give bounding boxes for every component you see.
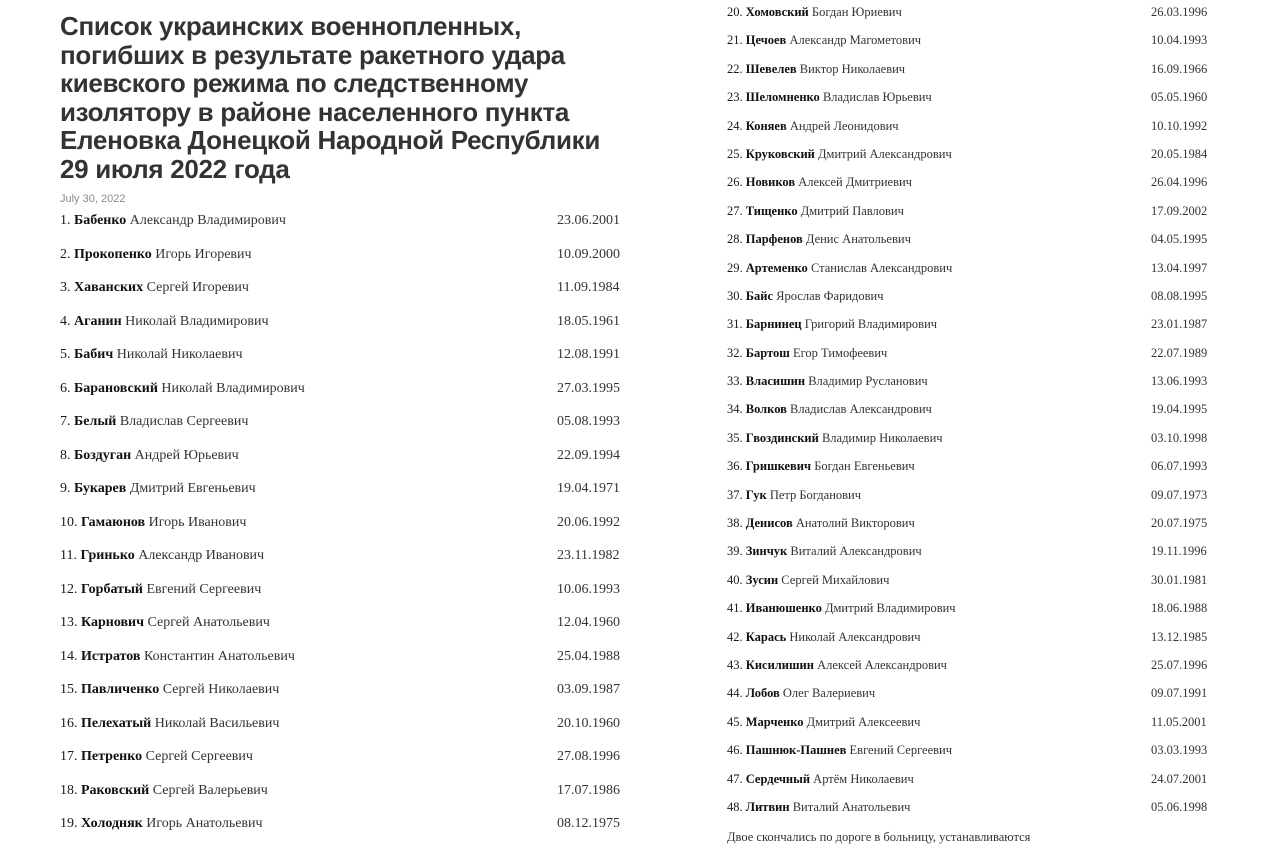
list-item-given-names: Дмитрий Александрович xyxy=(818,146,952,161)
list-item-birth-date: 03.09.1987 xyxy=(557,682,620,697)
list-item-given-names: Виктор Николаевич xyxy=(799,61,906,76)
list-item-number: 12. xyxy=(60,581,78,597)
prisoner-list-left xyxy=(60,213,640,850)
list-item-surname: Гринько xyxy=(80,548,135,563)
list-item-surname: Букарев xyxy=(74,481,127,496)
list-item-given-names: Сергей Михайлович xyxy=(781,572,890,587)
list-item-birth-date: 05.08.1993 xyxy=(557,414,620,429)
list-item-birth-date: 10.06.1993 xyxy=(557,581,620,597)
list-item-surname: Артеменко xyxy=(745,260,808,275)
list-item xyxy=(60,682,640,716)
list-item-given-names: Александр Владимирович xyxy=(129,213,286,228)
list-item-birth-date: 19.04.1995 xyxy=(1151,402,1208,417)
list-item-given-names: Егор Тимофеевич xyxy=(792,345,888,360)
list-item-surname: Иванюшенко xyxy=(745,601,822,616)
list-item xyxy=(727,289,1227,317)
list-item-given-names: Игорь Иванович xyxy=(148,514,247,530)
list-item-given-names: Андрей Леонидович xyxy=(789,118,899,133)
list-item-given-names: Денис Анатольевич xyxy=(805,232,911,247)
list-item-given-names: Александр Иванович xyxy=(138,548,265,563)
list-item-birth-date: 05.06.1998 xyxy=(1151,799,1208,814)
list-item-surname: Марченко xyxy=(745,714,804,729)
list-item xyxy=(727,686,1227,714)
list-item xyxy=(60,247,640,281)
list-item-birth-date: 23.11.1982 xyxy=(557,548,620,563)
list-item-given-names: Константин Анатольевич xyxy=(143,648,295,664)
list-item-number: 30. xyxy=(727,288,743,303)
list-item xyxy=(60,615,640,649)
list-item-birth-date: 08.08.1995 xyxy=(1151,288,1208,303)
list-item xyxy=(60,414,640,448)
list-item-surname: Байс xyxy=(745,288,774,303)
left-column xyxy=(60,12,640,850)
list-item-birth-date: 25.04.1988 xyxy=(557,648,620,664)
list-item-given-names: Ярослав Фаридович xyxy=(776,288,884,303)
list-item-given-names: Сергей Валерьевич xyxy=(152,782,268,798)
list-item-given-names: Сергей Николаевич xyxy=(162,682,280,697)
list-item-birth-date: 10.09.2000 xyxy=(557,246,620,262)
list-item-surname: Парфенов xyxy=(745,232,803,247)
list-item-number: 41. xyxy=(727,601,743,616)
list-item-birth-date: 08.12.1975 xyxy=(557,816,620,831)
list-item-number: 18. xyxy=(60,782,78,798)
list-item-given-names: Виталий Александрович xyxy=(790,544,922,559)
list-item xyxy=(727,374,1227,402)
list-item-birth-date: 20.07.1975 xyxy=(1151,516,1208,531)
list-item-number: 6. xyxy=(60,380,71,396)
list-item-given-names: Виталий Анатольевич xyxy=(792,799,911,814)
list-item-number: 31. xyxy=(727,317,743,332)
list-item-given-names: Алексей Дмитриевич xyxy=(798,175,912,190)
list-item xyxy=(60,783,640,817)
list-item-given-names: Евгений Сергеевич xyxy=(146,581,262,597)
list-item xyxy=(727,261,1227,289)
list-item-given-names: Владимир Николаевич xyxy=(821,430,943,445)
list-item-number: 13. xyxy=(60,615,78,630)
list-item-number: 20. xyxy=(727,5,743,19)
list-item xyxy=(727,601,1227,629)
article-date: July 30, 2022 xyxy=(60,193,126,205)
list-item-birth-date: 03.10.1998 xyxy=(1151,430,1208,445)
list-item-given-names: Владислав Юрьевич xyxy=(822,90,932,105)
list-item xyxy=(727,175,1227,203)
list-item xyxy=(60,314,640,348)
list-item-birth-date: 19.11.1996 xyxy=(1151,544,1207,559)
list-item-surname: Денисов xyxy=(745,516,793,531)
list-item-given-names: Дмитрий Евгеньевич xyxy=(129,481,256,496)
list-item-birth-date: 26.04.1996 xyxy=(1151,175,1208,190)
list-item-number: 37. xyxy=(727,487,743,502)
list-item-surname: Бабич xyxy=(74,347,114,362)
list-item-birth-date: 22.09.1994 xyxy=(557,447,620,463)
list-item-surname: Тищенко xyxy=(745,203,798,218)
list-item-given-names: Владимир Русланович xyxy=(808,374,928,389)
list-item-surname: Бабенко xyxy=(74,213,127,228)
list-item-surname: Гук xyxy=(745,487,767,502)
list-item-surname: Бартош xyxy=(745,345,790,360)
list-item-surname: Истратов xyxy=(81,648,141,664)
list-item-given-names: Сергей Сергеевич xyxy=(145,749,253,764)
list-item-birth-date: 03.03.1993 xyxy=(1151,743,1208,758)
list-item-surname: Гамаюнов xyxy=(81,514,146,530)
list-item xyxy=(727,658,1227,686)
list-item-birth-date: 18.05.1961 xyxy=(557,313,620,329)
list-item-given-names: Игорь Игоревич xyxy=(155,246,252,262)
list-item-surname: Цечоев xyxy=(745,33,787,48)
list-item-birth-date: 16.09.1966 xyxy=(1151,61,1208,76)
list-item-number: 40. xyxy=(727,572,743,587)
list-item-birth-date: 11.05.2001 xyxy=(1151,714,1207,729)
list-item xyxy=(727,772,1227,800)
list-item-number: 24. xyxy=(727,118,743,133)
list-item-number: 23. xyxy=(727,90,743,105)
list-item-surname: Боздуган xyxy=(74,447,132,463)
list-item-number: 22. xyxy=(727,61,743,76)
list-item-birth-date: 20.06.1992 xyxy=(557,514,620,530)
list-item-given-names: Артём Николаевич xyxy=(813,771,914,786)
list-item-number: 2. xyxy=(60,246,71,262)
list-item-given-names: Григорий Владимирович xyxy=(804,317,938,332)
list-item-given-names: Алексей Александрович xyxy=(817,657,947,672)
list-item xyxy=(727,743,1227,771)
list-item-surname: Зинчук xyxy=(745,544,788,559)
list-item-surname: Пашнюк-Пашнев xyxy=(745,743,847,758)
list-item-surname: Карась xyxy=(745,629,787,644)
list-item-surname: Власишин xyxy=(745,374,806,389)
list-item-number: 36. xyxy=(727,459,743,474)
list-item-given-names: Николай Николаевич xyxy=(116,347,243,362)
list-item-number: 28. xyxy=(727,232,743,247)
list-item-number: 46. xyxy=(727,743,743,758)
list-item xyxy=(60,213,640,247)
list-item-birth-date: 30.01.1981 xyxy=(1151,572,1208,587)
list-item-number: 45. xyxy=(727,714,743,729)
list-item-given-names: Николай Васильевич xyxy=(154,715,280,731)
list-item-number: 48. xyxy=(727,799,743,814)
list-item xyxy=(727,204,1227,232)
list-item-given-names: Богдан Юриевич xyxy=(811,5,902,19)
list-item-surname: Карнович xyxy=(81,615,144,630)
list-item xyxy=(727,459,1227,487)
list-item-number: 5. xyxy=(60,347,71,362)
list-item-number: 10. xyxy=(60,514,78,530)
list-item-given-names: Олег Валериевич xyxy=(782,686,876,701)
list-item-number: 14. xyxy=(60,648,78,664)
list-item-birth-date: 05.05.1960 xyxy=(1151,90,1208,105)
list-item-given-names: Дмитрий Павлович xyxy=(800,203,904,218)
list-item-given-names: Александр Магометович xyxy=(789,33,922,48)
list-item xyxy=(727,33,1227,61)
list-item-birth-date: 12.08.1991 xyxy=(557,347,620,362)
list-item xyxy=(727,516,1227,544)
list-item-given-names: Андрей Юрьевич xyxy=(134,447,239,463)
list-item xyxy=(727,5,1227,33)
list-item-number: 19. xyxy=(60,816,78,831)
list-item-birth-date: 22.07.1989 xyxy=(1151,345,1208,360)
list-item-birth-date: 18.06.1988 xyxy=(1151,601,1208,616)
list-item-surname: Белый xyxy=(74,414,117,429)
list-item-given-names: Сергей Игоревич xyxy=(146,280,249,295)
list-item-surname: Аганин xyxy=(74,313,122,329)
list-item-number: 38. xyxy=(727,516,743,531)
prisoner-list-right xyxy=(727,5,1227,828)
list-item-birth-date: 13.06.1993 xyxy=(1151,374,1208,389)
list-item-number: 35. xyxy=(727,430,743,445)
list-item-surname: Горбатый xyxy=(81,581,143,597)
list-item xyxy=(727,573,1227,601)
list-item-number: 34. xyxy=(727,402,743,417)
list-item-number: 32. xyxy=(727,345,743,360)
list-item xyxy=(60,448,640,482)
list-item-number: 11. xyxy=(60,548,77,563)
list-item xyxy=(727,715,1227,743)
list-item xyxy=(60,749,640,783)
list-item-birth-date: 10.10.1992 xyxy=(1151,118,1208,133)
list-item-number: 21. xyxy=(727,33,743,48)
list-item-number: 44. xyxy=(727,686,743,701)
list-item-birth-date: 06.07.1993 xyxy=(1151,459,1208,474)
list-item xyxy=(727,431,1227,459)
list-item-birth-date: 09.07.1991 xyxy=(1151,686,1208,701)
list-item-birth-date: 27.03.1995 xyxy=(557,380,620,396)
list-item-number: 43. xyxy=(727,657,743,672)
list-item xyxy=(727,90,1227,118)
list-item xyxy=(60,481,640,515)
list-item-given-names: Дмитрий Владимирович xyxy=(824,601,956,616)
list-item-number: 1. xyxy=(60,213,71,228)
list-item-birth-date: 19.04.1971 xyxy=(557,481,620,496)
list-item-number: 16. xyxy=(60,715,78,731)
list-item-number: 4. xyxy=(60,313,71,329)
list-item xyxy=(60,515,640,549)
list-item-number: 3. xyxy=(60,280,71,295)
list-item-given-names: Станислав Александрович xyxy=(810,260,953,275)
list-item-surname: Волков xyxy=(745,402,787,417)
list-item-surname: Шеломненко xyxy=(745,90,820,105)
list-item-birth-date: 17.09.2002 xyxy=(1151,203,1208,218)
list-item-surname: Кисилишин xyxy=(745,657,814,672)
list-item xyxy=(60,280,640,314)
list-item-birth-date: 13.04.1997 xyxy=(1151,260,1208,275)
list-item-surname: Коняев xyxy=(745,118,787,133)
list-item-birth-date: 13.12.1985 xyxy=(1151,629,1208,644)
list-item xyxy=(60,381,640,415)
list-item xyxy=(727,488,1227,516)
list-item-birth-date: 23.01.1987 xyxy=(1151,317,1208,332)
list-item-given-names: Сергей Анатольевич xyxy=(147,615,270,630)
list-item-surname: Зусин xyxy=(745,572,779,587)
list-item-surname: Шевелев xyxy=(745,61,797,76)
list-item-given-names: Николай Владимирович xyxy=(125,313,269,329)
list-item xyxy=(727,346,1227,374)
list-item-number: 39. xyxy=(727,544,743,559)
list-item xyxy=(727,544,1227,572)
list-item-surname: Раковский xyxy=(81,782,150,798)
list-item-given-names: Петр Богданович xyxy=(769,487,862,502)
list-item-given-names: Николай Владимирович xyxy=(161,380,305,396)
list-item-given-names: Владислав Сергеевич xyxy=(119,414,249,429)
article-title: Список украинских военнопленных, погибших в результате ракетного удара киевского режима по следственному изолятору в районе населенного пункта Еленовка Донецкой Народной Республики 29 июля 2022 года xyxy=(60,11,601,184)
list-item-birth-date: 23.06.2001 xyxy=(557,213,620,228)
list-item-surname: Холодняк xyxy=(81,816,143,831)
list-item-number: 25. xyxy=(727,146,743,161)
list-item-number: 42. xyxy=(727,629,743,644)
list-item-surname: Круковский xyxy=(745,146,815,161)
list-item xyxy=(727,317,1227,345)
footnote: Двое скончались по дороге в больницу, устанавливаются xyxy=(727,830,1031,845)
list-item-birth-date: 20.05.1984 xyxy=(1151,146,1208,161)
list-item-surname: Петренко xyxy=(81,749,143,764)
list-item-given-names: Евгений Сергеевич xyxy=(849,743,953,758)
list-item-birth-date: 24.07.2001 xyxy=(1151,771,1208,786)
list-item-birth-date: 25.07.1996 xyxy=(1151,657,1208,672)
list-item-birth-date: 04.05.1995 xyxy=(1151,232,1208,247)
list-item-given-names: Игорь Анатольевич xyxy=(146,816,263,831)
list-item-birth-date: 12.04.1960 xyxy=(557,615,620,630)
list-item-given-names: Николай Александрович xyxy=(789,629,921,644)
list-item-given-names: Владислав Александрович xyxy=(790,402,932,417)
list-item-number: 15. xyxy=(60,682,78,697)
list-item xyxy=(60,716,640,750)
list-item-birth-date: 11.09.1984 xyxy=(557,280,620,295)
list-item xyxy=(727,800,1227,828)
list-item-birth-date: 09.07.1973 xyxy=(1151,487,1208,502)
list-item-surname: Барановский xyxy=(74,380,158,396)
list-item xyxy=(60,582,640,616)
list-item-birth-date: 17.07.1986 xyxy=(557,782,620,798)
list-item xyxy=(727,402,1227,430)
list-item-number: 9. xyxy=(60,481,71,496)
list-item-number: 33. xyxy=(727,374,743,389)
list-item-number: 26. xyxy=(727,175,743,190)
list-item xyxy=(60,649,640,683)
list-item-birth-date: 10.04.1993 xyxy=(1151,33,1208,48)
list-item-given-names: Дмитрий Алексеевич xyxy=(806,714,921,729)
list-item xyxy=(60,347,640,381)
list-item-surname: Новиков xyxy=(745,175,796,190)
list-item xyxy=(727,62,1227,90)
list-item-surname: Хомовский xyxy=(745,5,809,19)
list-item-birth-date: 26.03.1996 xyxy=(1151,5,1208,19)
list-item-birth-date: 27.08.1996 xyxy=(557,749,620,764)
list-item-surname: Прокопенко xyxy=(74,246,152,262)
list-item-number: 17. xyxy=(60,749,78,764)
list-item-surname: Пелехатый xyxy=(81,715,152,731)
list-item-number: 47. xyxy=(727,771,743,786)
list-item-given-names: Анатолий Викторович xyxy=(795,516,915,531)
list-item-given-names: Богдан Евгеньевич xyxy=(814,459,915,474)
list-item-surname: Барнинец xyxy=(745,317,802,332)
list-item-surname: Гвоздинский xyxy=(745,430,819,445)
list-item-number: 29. xyxy=(727,260,743,275)
list-item xyxy=(727,147,1227,175)
list-item xyxy=(727,119,1227,147)
list-item-surname: Сердечный xyxy=(745,771,811,786)
list-item-surname: Лобов xyxy=(745,686,780,701)
list-item xyxy=(727,630,1227,658)
list-item xyxy=(60,548,640,582)
right-column xyxy=(727,5,1227,845)
list-item-number: 27. xyxy=(727,203,743,218)
list-item-surname: Хаванских xyxy=(74,280,144,295)
list-item xyxy=(727,232,1227,260)
list-item-surname: Павличенко xyxy=(81,682,160,697)
list-item-number: 8. xyxy=(60,447,71,463)
list-item-surname: Литвин xyxy=(745,799,790,814)
list-item-number: 7. xyxy=(60,414,71,429)
list-item-surname: Гришкевич xyxy=(745,459,812,474)
list-item-birth-date: 20.10.1960 xyxy=(557,715,620,731)
list-item xyxy=(60,816,640,850)
